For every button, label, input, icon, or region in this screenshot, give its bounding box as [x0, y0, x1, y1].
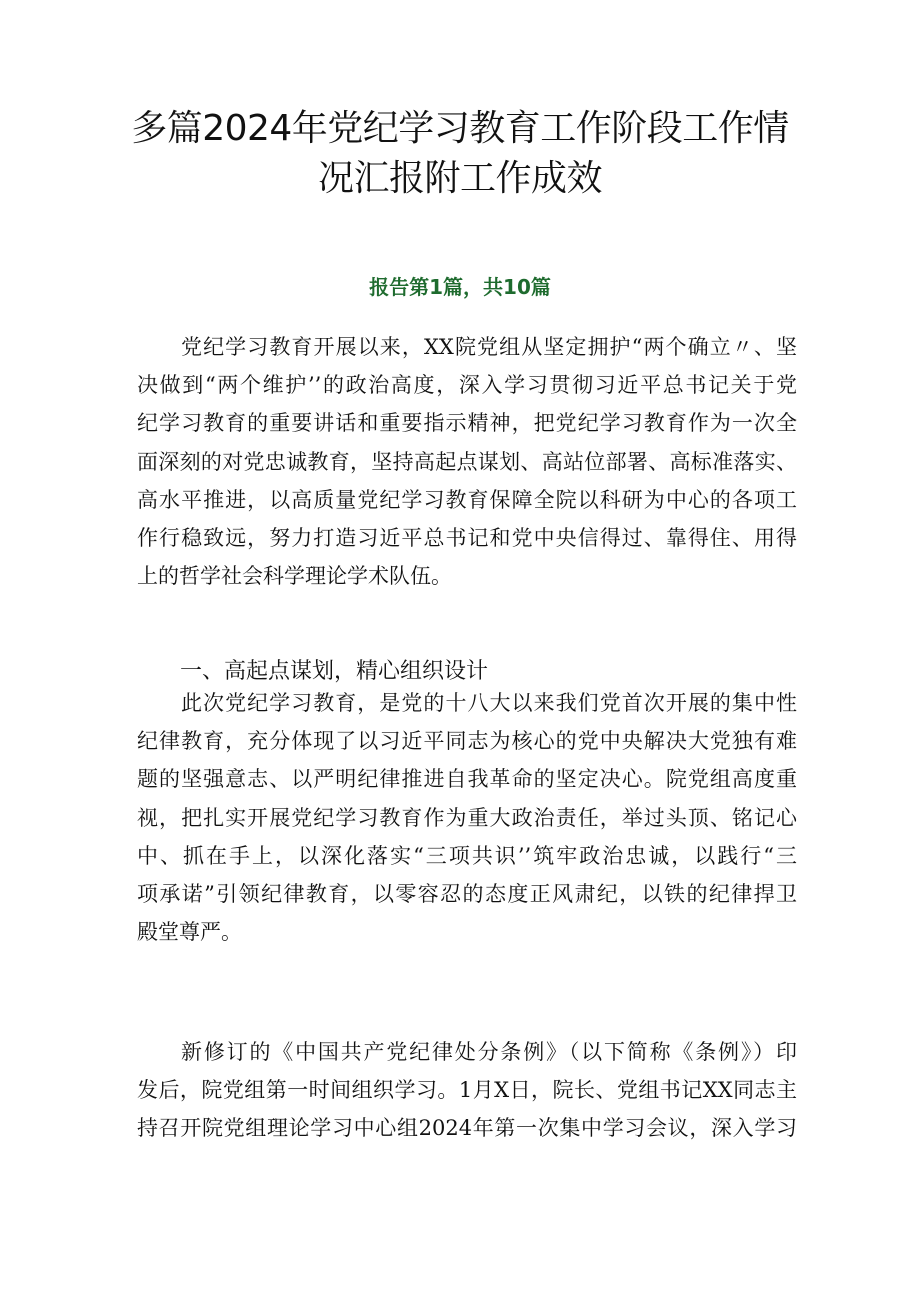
paragraph-line: 纪律教育，充分体现了以习近平同志为核心的党中央解决大党独有难 [137, 729, 797, 754]
paragraph-line: 上的哲学社会科学理论学术队伍。 [137, 564, 452, 589]
paragraph-line: 此次党纪学习教育，是党的十八大以来我们党首次开展的集中性 [181, 691, 797, 715]
paragraph-line: 新修订的《中国共产党纪律处分条例》（以下简称《条例》）印 [181, 1040, 797, 1064]
paragraph-2 [137, 684, 797, 951]
paragraph-line: 面深刻的对党忠诚教育，坚持高起点谋划、高站位部署、高标准落实、 [137, 449, 797, 474]
paragraph-line: 中、抓在手上，以深化落实“三项共识’’筑牢政治忠诚，以践行“三 [137, 843, 797, 868]
paragraph-line: 项承诺”引领纪律教育，以零容忍的态度正风肃纪，以铁的纪律捍卫 [137, 881, 797, 906]
paragraph-line: 高水平推进，以高质量党纪学习教育保障全院以科研为中心的各项工 [137, 487, 797, 512]
section-heading-1: 一、高起点谋划，精心组织设计 [180, 659, 489, 684]
paragraph-line: 发后，院党组第一时间组织学习。1月X日，院长、党组书记XX同志主 [137, 1078, 797, 1103]
paragraph-line: 决做到“两个维护’’的政治高度，深入学习贯彻习近平总书记关于党 [137, 373, 797, 398]
paragraph-line: 纪学习教育的重要讲话和重要指示精神，把党纪学习教育作为一次全 [137, 411, 797, 436]
paragraph-line: 持召开院党组理论学习中心组2024年第一次集中学习会议，深入学习 [137, 1116, 797, 1141]
paragraph-1 [137, 328, 797, 595]
paragraph-line: 题的坚强意志、以严明纪律推进自我革命的坚定决心。院党组高度重 [137, 767, 797, 792]
document-title [60, 104, 860, 204]
report-index-subtitle: 报告第1篇，共10篇 [369, 275, 551, 299]
paragraph-line: 作行稳致远，努力打造习近平总书记和党中央信得过、靠得住、用得 [137, 525, 797, 550]
paragraph-line: 视，把扎实开展党纪学习教育作为重大政治责任，举过头顶、铭记心 [137, 805, 797, 830]
paragraph-3 [137, 1033, 797, 1148]
paragraph-line: 殿堂尊严。 [137, 920, 242, 945]
paragraph-line: 党纪学习教育开展以来，XX院党组从坚定拥护“两个确立〃、坚 [181, 335, 797, 359]
title-line-1: 多篇2024年党纪学习教育工作阶段工作情 [131, 108, 789, 149]
title-line-2: 况汇报附工作成效 [317, 158, 602, 199]
